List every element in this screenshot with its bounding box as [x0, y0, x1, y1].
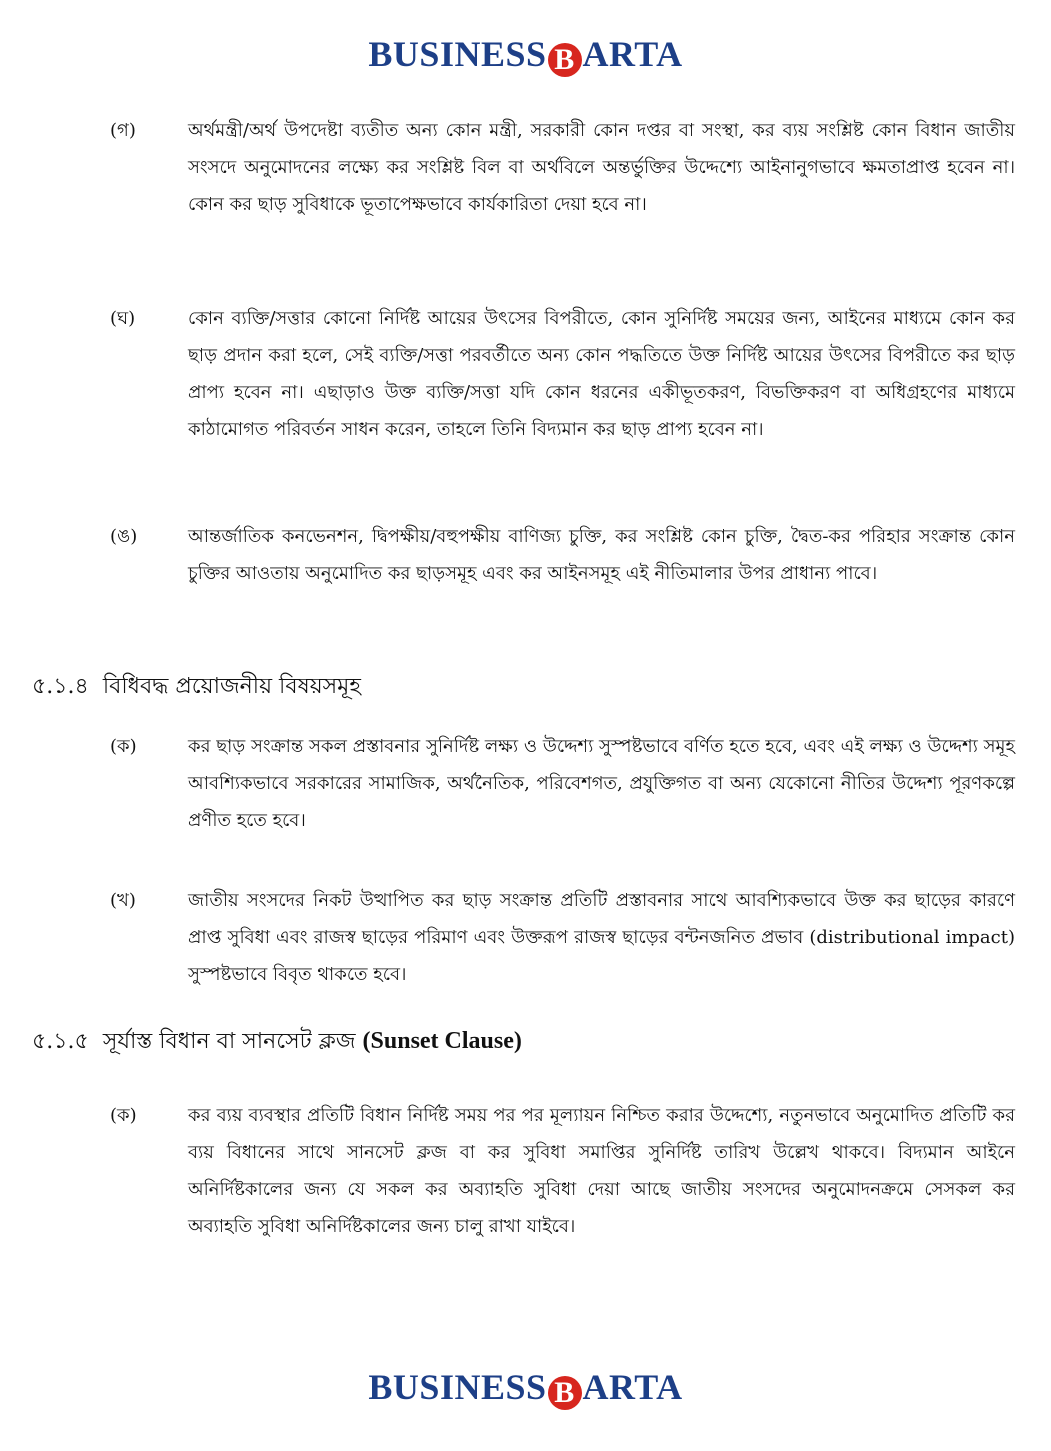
clause-label: (গ): [110, 120, 136, 141]
logo-text-arta: ARTA: [582, 34, 683, 74]
section-title-latin: (Sunset Clause): [362, 1028, 522, 1054]
clause-label: (ঙ): [110, 526, 138, 547]
logo-text-arta: ARTA: [582, 1367, 683, 1407]
clause-kha-514: [110, 882, 1015, 993]
clause-text: কোন ব্যক্তি/সত্তার কোনো নির্দিষ্ট আয়ের উৎসের বিপরীতে, কোন সুনির্দিষ্ট সময়ের জন্য, আইনের মাধ্যমে কোন কর ছাড় প্রদান করা হলে, সেই ব্যক্তি/সত্তা পরবর্তীতে অন্য কোন পদ্ধতিতে উক্ত নির্দিষ্ট আয়ের উৎসের বিপরীতে কর ছাড় প্রাপ্য হবেন না। এছাড়াও উক্ত ব্যক্তি/সত্তা যদি কোন ধরনের একীভূতকরণ, বিভক্তিকরণ বা অধিগ্রহণের মাধ্যমে কাঠামোগত পরিবর্তন সাধন করেন, তাহলে তিনি বিদ্যমান কর ছাড় প্রাপ্য হবেন না।: [188, 308, 1015, 440]
logo-text-business: BUSINESS: [368, 1367, 547, 1407]
clause-text: কর ছাড় সংক্রান্ত সকল প্রস্তাবনার সুনির্দিষ্ট লক্ষ্য ও উদ্দেশ্য সুস্পষ্টভাবে বর্ণিত হতে হবে, এবং এই লক্ষ্য ও উদ্দেশ্য সমূহ আবশ্যিকভাবে সরকারের সামাজিক, অর্থনৈতিক, পরিবেশগত, প্রযুক্তিগত বা অন্য যেকোনো নীতির উদ্দেশ্য পূরণকল্পে প্রণীত হতে হবে।: [188, 736, 1015, 831]
clause-label: (ক): [110, 1105, 137, 1126]
clause-label: (খ): [110, 890, 136, 911]
clause-ga: [110, 112, 1015, 223]
clause-text: আন্তর্জাতিক কনভেনশন, দ্বিপক্ষীয়/বহুপক্ষীয় বাণিজ্য চুক্তি, কর সংশ্লিষ্ট কোন চুক্তি, দ্বৈত-কর পরিহার সংক্রান্ত কোন চুক্তির আওতায় অনুমোদিত কর ছাড়সমূহ এবং কর আইনসমূহ এই নীতিমালার উপর প্রাধান্য পাবে।: [188, 526, 1015, 584]
clause-gha: [110, 300, 1015, 448]
section-heading-5-1-5: [32, 1026, 522, 1057]
business-barta-logo-top: [0, 36, 1051, 77]
logo-text-business: BUSINESS: [368, 34, 547, 74]
logo-b-circle: B: [548, 43, 582, 77]
clause-text: কর ব্যয় ব্যবস্থার প্রতিটি বিধান নির্দিষ্ট সময় পর পর মূল্যায়ন নিশ্চিত করার উদ্দেশ্যে, নতুনভাবে অনুমোদিত প্রতিটি কর ব্যয় বিধানের সাথে সানসেট ক্লজ বা কর সুবিধা সমাপ্তির সুনির্দিষ্ট তারিখ উল্লেখ থাকবে। বিদ্যমান আইনে অনির্দিষ্টকালের জন্য যে সকল কর অব্যাহতি সুবিধা দেয়া আছে জাতীয় সংসদের অনুমোদনক্রমে সেসকল কর অব্যাহতি সুবিধা অনির্দিষ্টকালের জন্য চালু রাখা যাইবে।: [188, 1105, 1015, 1237]
section-number: ৫.১.৪: [32, 674, 89, 699]
clause-nga: [110, 518, 1015, 592]
clause-text: জাতীয় সংসদের নিকট উত্থাপিত কর ছাড় সংক্রান্ত প্রতিটি প্রস্তাবনার সাথে আবশ্যিকভাবে উক্ত কর ছাড়ের কারণে প্রাপ্ত সুবিধা এবং রাজস্ব ছাড়ের পরিমাণ এবং উক্তরূপ রাজস্ব ছাড়ের বন্টনজনিত প্রভাব (distributional impact) সুস্পষ্টভাবে বিবৃত থাকতে হবে।: [188, 890, 1015, 985]
section-heading-5-1-4: [32, 672, 361, 702]
clause-label: (ঘ): [110, 308, 136, 329]
section-title: বিধিবদ্ধ প্রয়োজনীয় বিষয়সমূহ: [102, 674, 361, 699]
clause-label: (ক): [110, 736, 137, 757]
section-number: ৫.১.৫: [32, 1029, 89, 1054]
clause-ka-515: [110, 1097, 1015, 1245]
clause-ka-514: [110, 728, 1015, 839]
logo-b-circle: B: [548, 1376, 582, 1410]
section-title: সূর্যাস্ত বিধান বা সানসেট ক্লজ: [102, 1029, 356, 1054]
clause-text: অর্থমন্ত্রী/অর্থ উপদেষ্টা ব্যতীত অন্য কোন মন্ত্রী, সরকারী কোন দপ্তর বা সংস্থা, কর ব্যয় সংশ্লিষ্ট কোন বিধান জাতীয় সংসদে অনুমোদনের লক্ষ্যে কর সংশ্লিষ্ট বিল বা অর্থবিলে অন্তর্ভুক্তির উদ্দেশ্যে আইনানুগভাবে ক্ষমতাপ্রাপ্ত হবেন না। কোন কর ছাড় সুবিধাকে ভূতাপেক্ষভাবে কার্যকারিতা দেয়া হবে না।: [188, 120, 1015, 215]
business-barta-logo-bottom: [0, 1369, 1051, 1410]
